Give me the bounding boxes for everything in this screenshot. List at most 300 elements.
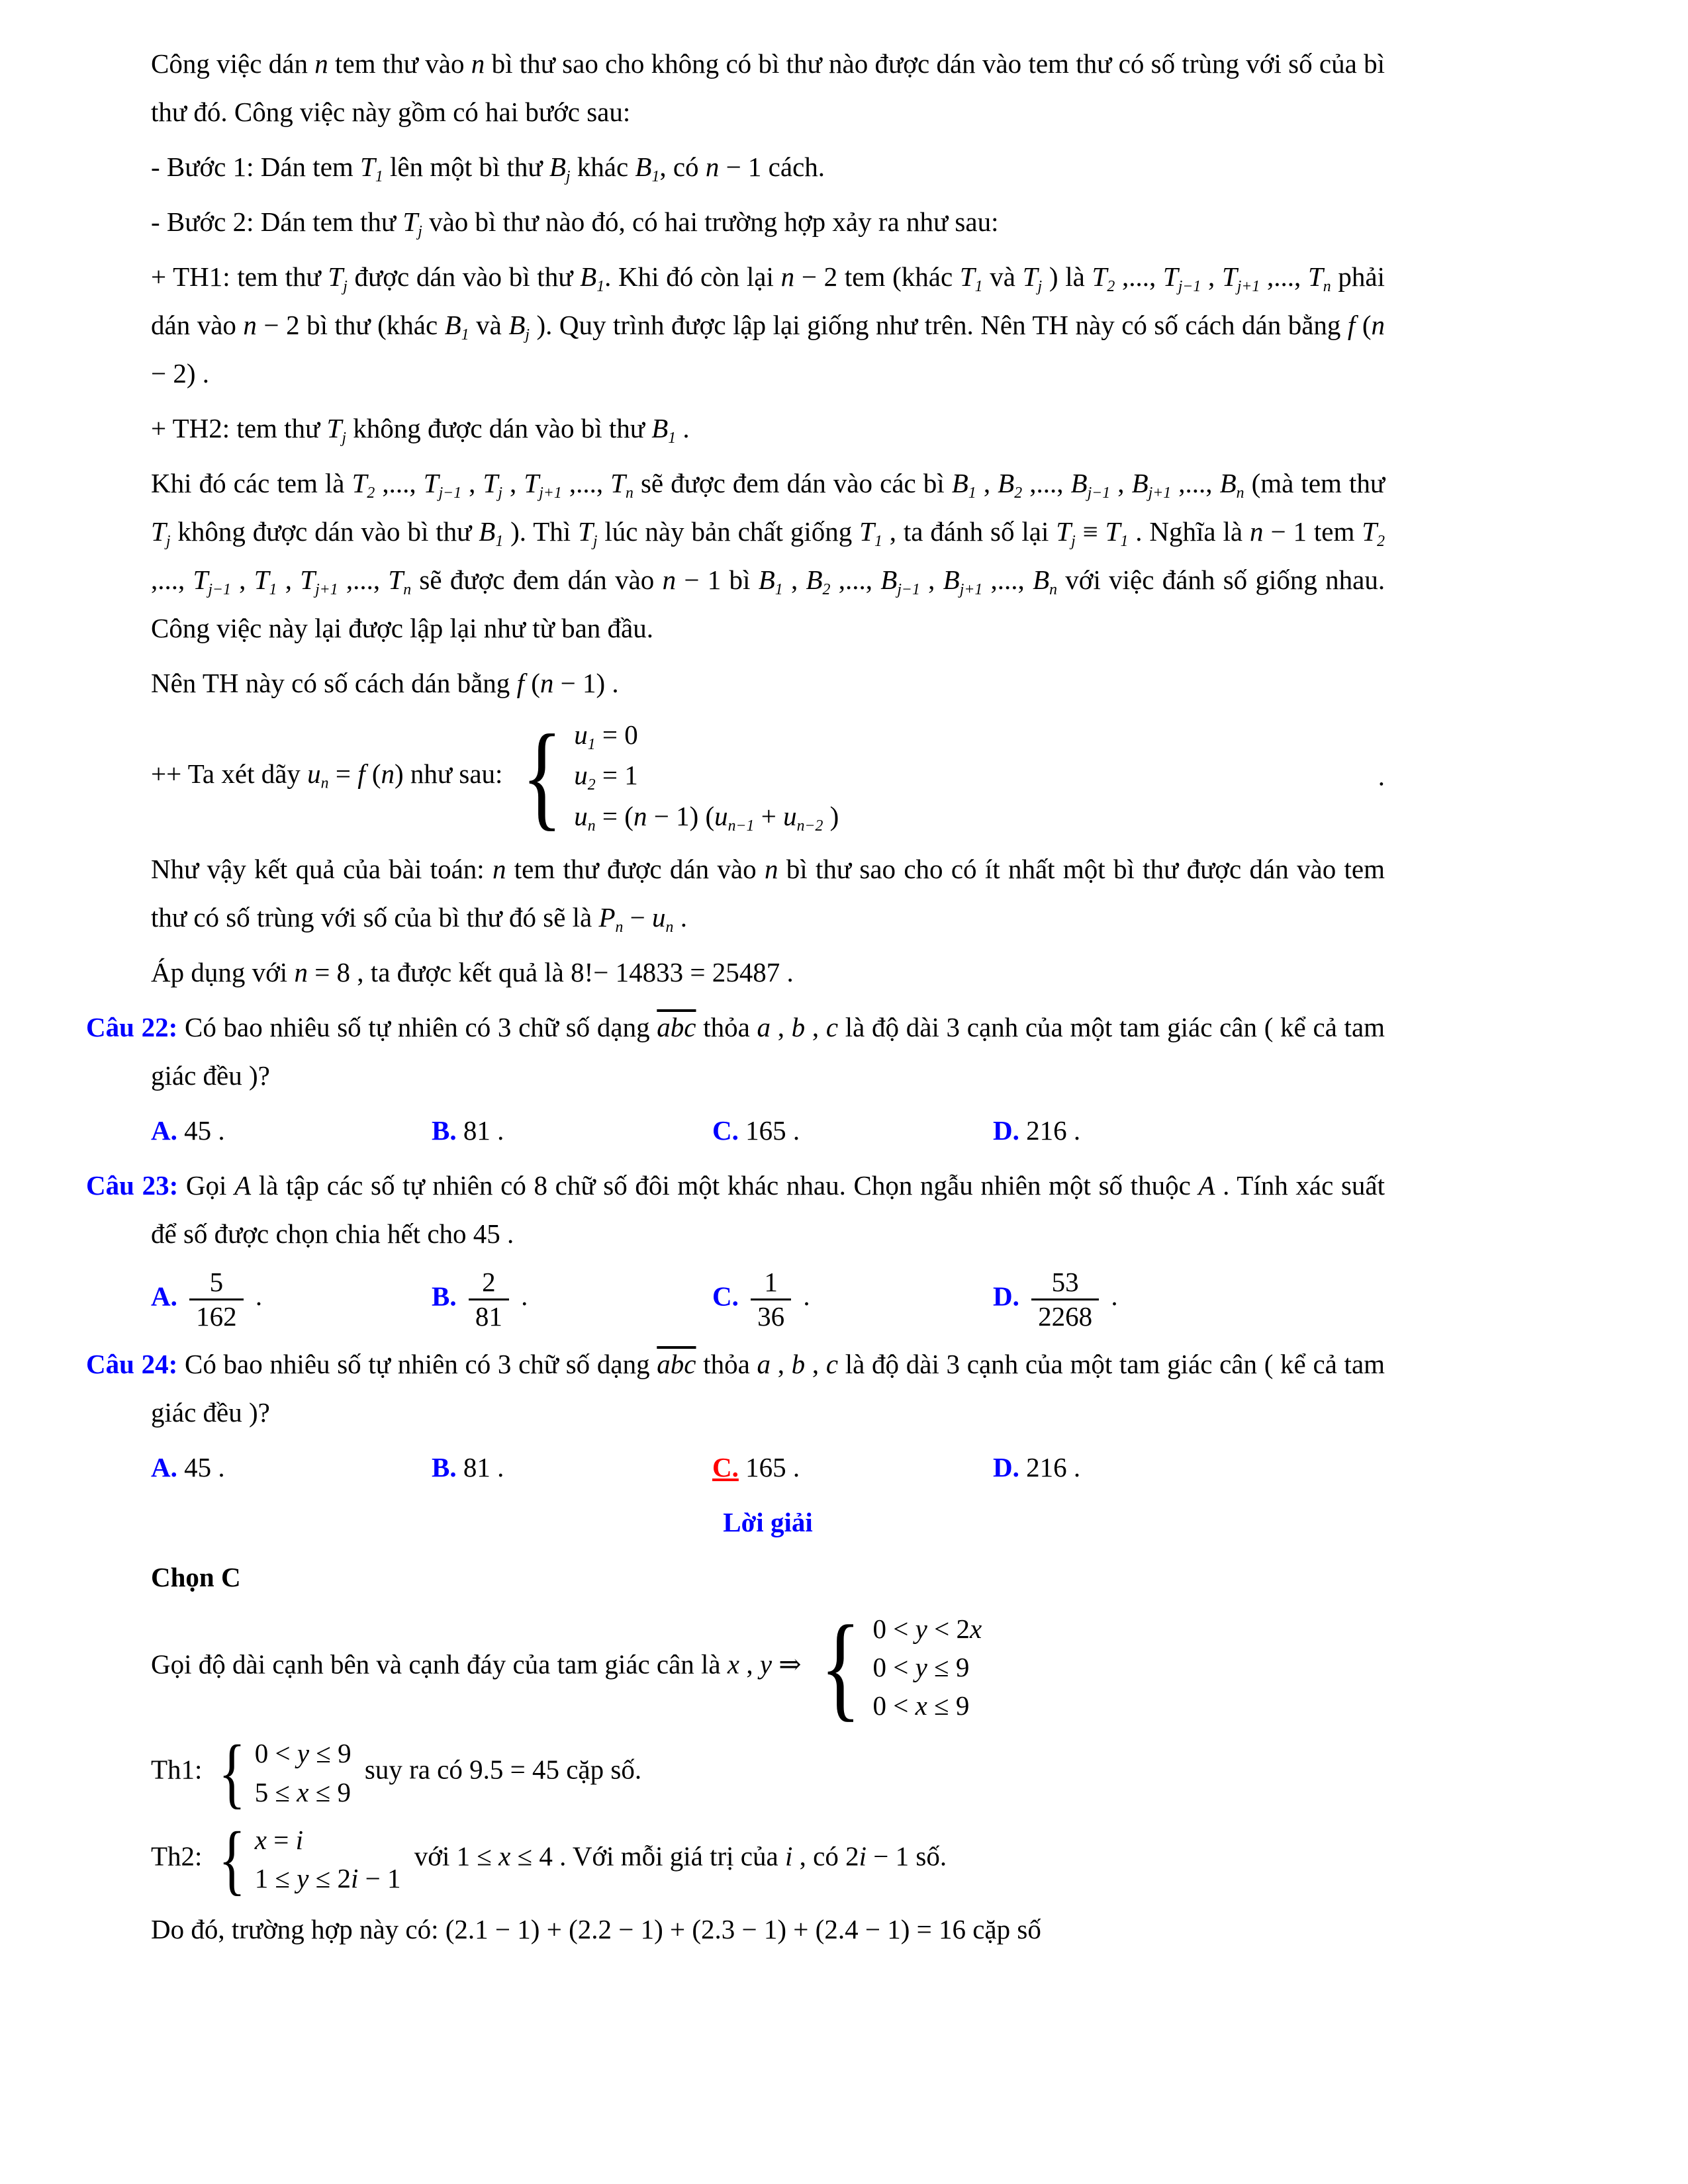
- text-segment: ,...,: [375, 467, 424, 498]
- text-segment: x: [915, 1690, 927, 1721]
- case-row: [255, 1773, 352, 1811]
- text-segment: Do đó, trường hợp này có: (2.1 − 1) + (2.2 − 1) + (2.3 − 1) + (2.4 − 1) = 16 cặp số: [151, 1914, 1041, 1945]
- text-segment: B: [635, 151, 652, 182]
- text-segment: n: [764, 854, 778, 885]
- fraction-denominator: 36: [757, 1300, 785, 1332]
- text-segment: không được dán vào bì thư: [170, 516, 479, 547]
- text-segment: ++ Ta xét dãy: [151, 758, 308, 789]
- option-value: [739, 1267, 810, 1332]
- text-segment: j: [1037, 277, 1043, 295]
- question-label: [86, 1349, 177, 1379]
- text-segment: j: [343, 277, 348, 295]
- text-segment: − 2 tem (khác: [794, 261, 960, 292]
- fraction-numerator: 5: [189, 1266, 244, 1300]
- text-segment: 216 .: [1019, 1451, 1081, 1482]
- text-segment: j: [592, 532, 598, 550]
- option-letter: [712, 1115, 739, 1146]
- text-segment: ,: [805, 1348, 826, 1379]
- option-item: [993, 1443, 1385, 1492]
- text-segment: < 2: [927, 1613, 970, 1644]
- text-segment: Có bao nhiêu số tự nhiên có 3 chữ số dạng: [177, 1012, 657, 1043]
- text-segment: khác: [570, 151, 635, 182]
- text-segment: ≤ 9: [308, 1776, 351, 1807]
- text-segment: − 2) .: [151, 357, 210, 388]
- text-segment: B: [651, 412, 669, 443]
- text-segment: T: [1307, 261, 1323, 292]
- question-23-options: [151, 1265, 1385, 1334]
- text-segment: T: [352, 467, 367, 498]
- text-segment: ⇒: [772, 1649, 808, 1680]
- text-segment: a: [757, 1012, 771, 1043]
- text-segment: T: [524, 467, 539, 498]
- text-segment: $\overline{abc}$: [657, 1348, 696, 1379]
- option-value: [457, 1267, 528, 1332]
- text-segment: T: [859, 516, 874, 547]
- text-segment: +: [754, 800, 784, 831]
- text-segment: T: [1022, 261, 1038, 292]
- text-segment: T: [423, 467, 439, 498]
- text-segment: j: [342, 429, 346, 447]
- text-segment: ,: [1110, 467, 1132, 498]
- text-segment: ≡: [1075, 516, 1105, 547]
- text-segment: . Nghĩa là: [1128, 516, 1250, 547]
- option-letter: [432, 1115, 457, 1146]
- fraction-denominator: 2268: [1038, 1300, 1093, 1332]
- text-segment: − 2 bì thư (khác: [256, 309, 445, 340]
- text-segment: ,: [739, 1649, 760, 1680]
- text-segment: =: [328, 758, 358, 789]
- text-segment: .: [676, 412, 690, 443]
- text-segment: j: [565, 167, 571, 185]
- text-segment: sẽ được đem dán vào các bì: [633, 467, 952, 498]
- text-segment: n: [243, 309, 257, 340]
- intro-paragraph: [151, 40, 1385, 136]
- text-segment: n: [294, 957, 308, 988]
- text-segment: Công việc dán: [151, 48, 315, 79]
- cases-group: [213, 1815, 401, 1903]
- option-item: [432, 1107, 712, 1155]
- option-value: [177, 1452, 225, 1482]
- text-segment: B: [479, 516, 496, 547]
- text-segment: i: [859, 1841, 867, 1872]
- text-segment: suy ra có 9.5 = 45 cặp số.: [357, 1754, 642, 1786]
- text-segment: ,: [461, 467, 483, 498]
- option-value: [739, 1452, 800, 1482]
- text-segment: T: [1362, 516, 1378, 547]
- text-segment: T: [328, 261, 344, 292]
- option-letter: [151, 1281, 177, 1311]
- text-segment: Nên TH này có số cách dán bằng: [151, 667, 517, 698]
- text-segment: được dán vào bì thư: [347, 261, 581, 292]
- text-segment: j−1: [1087, 484, 1111, 502]
- text-segment: B.: [432, 1115, 457, 1146]
- option-item: [712, 1443, 993, 1492]
- text-segment: T: [959, 261, 975, 292]
- text-segment: A: [234, 1170, 252, 1201]
- text-segment: A.: [151, 1281, 177, 1312]
- text-segment: T: [610, 467, 626, 498]
- case-row: [574, 756, 839, 797]
- text-segment: =: [266, 1824, 296, 1855]
- text-segment: 45 .: [177, 1451, 225, 1482]
- text-segment: P: [598, 902, 616, 933]
- option-item: [151, 1107, 432, 1155]
- text-segment: n−1: [727, 817, 755, 835]
- text-segment: 2: [587, 776, 596, 794]
- text-segment: j: [525, 326, 530, 343]
- text-segment: ≤ 9: [309, 1738, 352, 1769]
- option-value: [1019, 1452, 1080, 1482]
- fraction-numerator: 53: [1031, 1266, 1099, 1300]
- text-segment: Lời giải: [723, 1506, 813, 1537]
- text-segment: − 1: [647, 800, 690, 831]
- text-segment: x: [498, 1841, 511, 1872]
- text-segment: j: [1071, 532, 1076, 550]
- case-th2: [151, 404, 1385, 453]
- step-2: [151, 198, 1385, 246]
- text-segment: y: [915, 1651, 927, 1682]
- cases-rows: [255, 1821, 401, 1897]
- option-letter: [151, 1115, 177, 1146]
- text-segment: n: [381, 758, 395, 789]
- text-segment: ≤ 9: [927, 1651, 970, 1682]
- option-letter: [993, 1115, 1019, 1146]
- text-segment: 2: [367, 484, 375, 502]
- text-segment: bì thư sao cho có ít nhất một bì thư được dán vào tem thư có số trùng với số của bì thư đó sẽ là: [151, 854, 1385, 933]
- text-segment: n: [471, 48, 485, 79]
- text-segment: ,: [976, 467, 998, 498]
- text-segment: b: [791, 1348, 806, 1379]
- fraction: [751, 1266, 791, 1332]
- text-segment: 1 ≤: [254, 1863, 297, 1894]
- text-segment: . Tính xác suất để số được chọn chia hết cho 45 .: [151, 1170, 1385, 1250]
- text-segment: 1: [587, 735, 596, 753]
- application-paragraph: [151, 948, 1385, 997]
- text-segment: n: [780, 261, 795, 292]
- text-segment: 1: [974, 277, 983, 295]
- fraction-denominator: 162: [196, 1300, 237, 1332]
- text-segment: n: [314, 48, 328, 79]
- text-segment: B: [998, 467, 1015, 498]
- recurrence-definition: [151, 710, 1385, 842]
- text-segment: = 1: [595, 760, 638, 791]
- option-letter: [712, 1452, 739, 1482]
- solution-case-2-count: [151, 1905, 1385, 1954]
- text-segment: 5 ≤: [254, 1776, 297, 1807]
- text-segment: = 8 , ta được kết quả là 8!− 14833 = 25487 .: [307, 957, 794, 988]
- option-letter: [712, 1281, 739, 1311]
- case-row: [255, 1734, 352, 1772]
- text-segment: D.: [993, 1451, 1019, 1482]
- text-segment: ): [823, 800, 839, 831]
- document-content: [86, 40, 1385, 1954]
- option-item: [151, 1265, 432, 1334]
- text-segment: với 1 ≤: [407, 1841, 499, 1872]
- case-row: [873, 1610, 982, 1648]
- text-segment: 165 .: [738, 1451, 800, 1482]
- text-segment: n: [615, 919, 624, 936]
- text-segment: thỏa: [696, 1348, 757, 1379]
- text-segment: 1: [668, 429, 677, 447]
- cases-rows: [255, 1734, 352, 1811]
- question-24: [86, 1340, 1385, 1437]
- text-segment: 1: [968, 484, 976, 502]
- text-segment: ,...,: [1115, 261, 1163, 292]
- left-brace-icon: {: [218, 1729, 246, 1817]
- case-row: [574, 797, 839, 838]
- text-segment: T: [193, 564, 209, 595]
- text-segment: i: [351, 1863, 359, 1894]
- question-label: [86, 1012, 177, 1042]
- step-1: [151, 143, 1385, 191]
- text-segment: 1: [874, 532, 882, 550]
- option-value: [177, 1267, 263, 1332]
- fraction: [189, 1266, 244, 1332]
- solution-setup: [151, 1601, 1385, 1733]
- text-segment: Th2:: [151, 1841, 209, 1872]
- text-segment: y: [297, 1738, 310, 1769]
- text-segment: 216 .: [1019, 1115, 1081, 1146]
- text-segment: Có bao nhiêu số tự nhiên có 3 chữ số dạng: [177, 1348, 657, 1379]
- text-segment: , có 2: [792, 1841, 859, 1872]
- cases-group: [213, 1729, 352, 1817]
- text-segment: 81 .: [456, 1451, 504, 1482]
- text-segment: b: [791, 1012, 806, 1043]
- text-segment: j: [165, 532, 171, 550]
- option-item: [712, 1107, 993, 1155]
- text-segment: [1019, 1281, 1026, 1311]
- text-segment: Gọi độ dài cạnh bên và cạnh đáy của tam giác cân là: [151, 1649, 727, 1680]
- text-segment: 0 <: [872, 1613, 915, 1644]
- text-segment: A: [1198, 1170, 1215, 1201]
- text-segment: ) (: [689, 800, 715, 831]
- text-segment: Áp dụng với: [151, 957, 295, 988]
- text-segment: ,: [502, 467, 524, 498]
- text-segment: 81 .: [456, 1115, 504, 1146]
- text-segment: u: [574, 760, 588, 791]
- text-segment: f: [357, 758, 365, 789]
- text-segment: ,: [771, 1348, 792, 1379]
- text-segment: ). Quy trình được lập lại giống như trên. Nên TH này có số cách dán bằng: [529, 309, 1348, 340]
- question-23: [86, 1161, 1385, 1258]
- cases-group: [514, 710, 839, 842]
- text-segment: A.: [151, 1115, 177, 1146]
- text-segment: (: [365, 758, 381, 789]
- text-segment: + TH2: tem thư: [151, 412, 327, 443]
- text-segment: n: [403, 580, 412, 598]
- text-segment: j+1: [539, 484, 562, 502]
- option-value: [1019, 1115, 1080, 1146]
- text-segment: - Bước 1: Dán tem: [151, 151, 361, 182]
- text-segment: ≤ 4 . Với mỗi giá trị của: [510, 1841, 785, 1872]
- text-segment: 0 <: [872, 1690, 915, 1721]
- text-segment: lên một bì thư: [383, 151, 549, 182]
- text-segment: ,: [1201, 261, 1222, 292]
- text-segment: [457, 1281, 463, 1311]
- text-segment: ,...,: [830, 564, 881, 595]
- text-segment: y: [915, 1613, 927, 1644]
- text-segment: .: [1378, 760, 1385, 792]
- option-item: [712, 1265, 993, 1334]
- text-segment: (: [1355, 309, 1372, 340]
- text-segment: Như vậy kết quả của bài toán:: [151, 854, 492, 885]
- fraction: [469, 1266, 509, 1332]
- text-segment: thỏa: [696, 1012, 757, 1043]
- text-segment: vào bì thư nào đó, có hai trường hợp xảy ra như sau:: [422, 206, 999, 237]
- question-label: [86, 1170, 178, 1201]
- case-row: [574, 715, 839, 756]
- text-segment: [177, 1281, 184, 1311]
- text-segment: ,: [919, 564, 943, 595]
- option-letter: [151, 1452, 177, 1482]
- text-segment: là độ dài 3 cạnh của một tam giác cân ( kể cả tam giác đều )?: [151, 1012, 1385, 1091]
- text-segment: x: [727, 1649, 740, 1680]
- text-segment: n: [705, 151, 720, 182]
- text-segment: .: [248, 1281, 263, 1312]
- text-segment: ) là: [1042, 261, 1092, 292]
- text-segment: ,: [277, 564, 301, 595]
- text-segment: 45 .: [177, 1115, 225, 1146]
- text-segment: là tập các số tự nhiên có 8 chữ số đôi một khác nhau. Chọn ngẫu nhiên một số thuộc: [251, 1170, 1199, 1201]
- text-segment: = (: [595, 800, 633, 831]
- text-segment: ,...,: [1022, 467, 1071, 498]
- text-segment: n: [662, 564, 677, 595]
- text-segment: 1: [1120, 532, 1129, 550]
- text-segment: u: [574, 719, 588, 750]
- text-segment: B: [806, 564, 823, 595]
- text-segment: T: [578, 516, 593, 547]
- text-segment: B: [951, 467, 968, 498]
- text-segment: j: [498, 484, 502, 502]
- fraction: [1031, 1266, 1099, 1332]
- text-segment: tem thư vào: [328, 48, 471, 79]
- text-segment: 1: [596, 277, 605, 295]
- text-segment: x: [254, 1824, 267, 1855]
- text-segment: n: [587, 817, 596, 835]
- text-segment: tem thư được dán vào: [506, 854, 765, 885]
- text-segment: j−1: [208, 580, 231, 598]
- text-segment: T: [254, 564, 269, 595]
- text-segment: n: [665, 919, 674, 936]
- text-segment: j−1: [438, 484, 462, 502]
- solution-case-2: [151, 1815, 1385, 1903]
- text-segment: .: [673, 902, 687, 933]
- text-segment: ,...,: [338, 564, 389, 595]
- text-segment: Câu 23:: [86, 1170, 179, 1201]
- text-segment: ). Thì: [503, 516, 579, 547]
- case-th2-count: [151, 659, 1385, 707]
- option-item: [993, 1265, 1385, 1334]
- text-segment: u: [307, 758, 321, 789]
- text-segment: Câu 24:: [86, 1348, 178, 1379]
- text-segment: ,: [230, 564, 254, 595]
- text-segment: B: [444, 309, 461, 340]
- text-segment: u: [783, 800, 797, 831]
- text-segment: y: [297, 1863, 309, 1894]
- text-segment: − 1 số.: [866, 1841, 947, 1872]
- text-segment: n: [1236, 484, 1244, 502]
- text-segment: ≤ 2: [308, 1863, 351, 1894]
- text-segment: . Khi đó còn lại: [604, 261, 781, 292]
- text-segment: u: [574, 800, 588, 831]
- option-letter: [432, 1452, 457, 1482]
- text-segment: ,: [782, 564, 806, 595]
- text-segment: T: [483, 467, 498, 498]
- text-segment: và: [469, 309, 509, 340]
- case-row: [873, 1686, 982, 1725]
- text-segment: ,: [771, 1012, 792, 1043]
- text-segment: − 1: [358, 1863, 401, 1894]
- text-segment: n: [539, 667, 554, 698]
- option-value: [1019, 1267, 1118, 1332]
- text-segment: .: [514, 1281, 528, 1312]
- text-segment: − 1 tem: [1263, 516, 1362, 547]
- text-segment: 165 .: [738, 1115, 800, 1146]
- text-segment: Câu 22:: [86, 1012, 178, 1043]
- text-segment: là độ dài 3 cạnh của một tam giác cân ( kể cả tam giác đều )?: [151, 1348, 1385, 1428]
- case-row: [255, 1821, 401, 1859]
- text-segment: 2: [822, 580, 831, 598]
- text-segment: j+1: [1237, 277, 1260, 295]
- text-segment: x: [297, 1776, 309, 1807]
- text-segment: Chọn C: [151, 1561, 241, 1592]
- text-segment: n: [320, 774, 329, 792]
- text-segment: −: [623, 902, 653, 933]
- text-segment: không được dán vào bì thư: [346, 412, 652, 443]
- case-th2-detail: [151, 459, 1385, 653]
- text-segment: − 1 cách.: [719, 151, 825, 182]
- option-value: [457, 1452, 504, 1482]
- text-segment: (: [524, 667, 540, 698]
- text-segment: T: [1221, 261, 1237, 292]
- chosen-answer: [151, 1553, 1385, 1602]
- text-segment: T: [1056, 516, 1072, 547]
- text-segment: B.: [432, 1451, 457, 1482]
- text-segment: T: [388, 564, 404, 595]
- text-segment: .: [1104, 1281, 1118, 1312]
- text-segment: + TH1: tem thư: [151, 261, 328, 292]
- text-segment: u: [652, 902, 666, 933]
- question-22-options: [151, 1107, 1385, 1155]
- text-segment: T: [1105, 516, 1121, 547]
- text-segment: T: [300, 564, 316, 595]
- text-segment: , có: [659, 151, 706, 182]
- text-segment: ,...,: [1260, 261, 1308, 292]
- text-segment: j+1: [1148, 484, 1172, 502]
- text-segment: Gọi: [178, 1170, 235, 1201]
- text-segment: B: [1131, 467, 1149, 498]
- text-segment: (mà tem thư: [1244, 467, 1385, 498]
- text-segment: 1: [495, 532, 504, 550]
- text-segment: B: [1219, 467, 1237, 498]
- left-brace-icon: {: [820, 1601, 861, 1733]
- text-segment: = 0: [595, 719, 638, 750]
- option-letter: [432, 1281, 457, 1311]
- text-segment: f: [516, 667, 524, 698]
- text-segment: B: [1033, 564, 1050, 595]
- conclusion-paragraph: [151, 845, 1385, 942]
- question-24-options: [151, 1443, 1385, 1492]
- option-value: [457, 1115, 504, 1146]
- option-letter: [993, 1452, 1019, 1482]
- left-brace-icon: {: [218, 1815, 246, 1903]
- text-segment: ,: [805, 1012, 826, 1043]
- text-segment: c: [825, 1348, 839, 1379]
- text-segment: B: [580, 261, 597, 292]
- text-segment: ,...,: [982, 564, 1033, 595]
- text-segment: n: [1049, 580, 1058, 598]
- text-segment: và: [982, 261, 1023, 292]
